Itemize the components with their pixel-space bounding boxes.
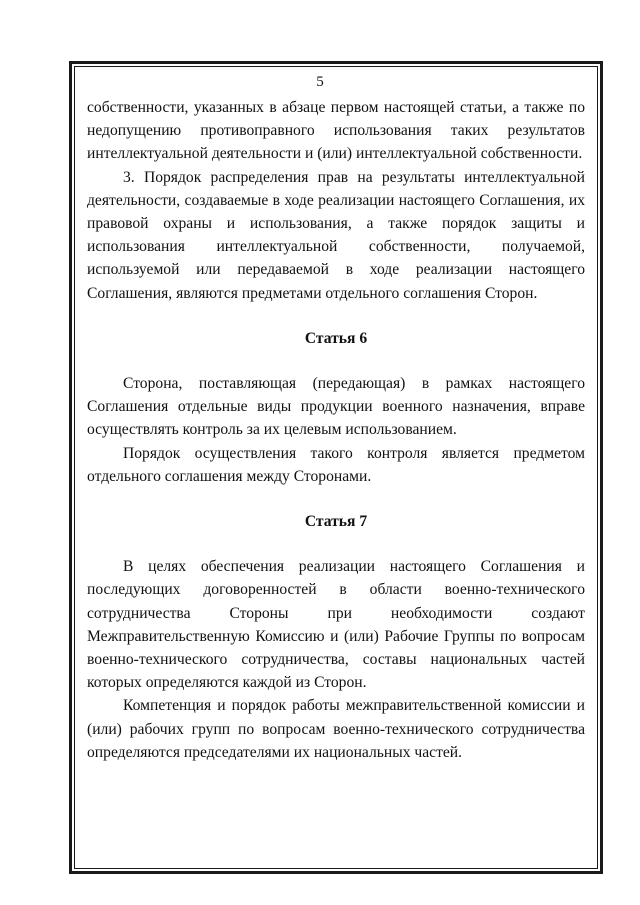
paragraph-continuation: собственности, указанных в абзаце первом настоящей статьи, а также по недопущению противоправного использования таких результатов интеллектуальной деятельности и (или) интеллектуальной собственности.: [87, 99, 585, 163]
article-7-paragraph-2: Компетенция и порядок работы межправительственной комиссии и (или) рабочих групп по вопросам военно-технического сотрудничества определяются председателями их национальных частей.: [87, 697, 585, 761]
article-6-heading: Статья 6: [304, 329, 368, 347]
article-7-heading: Статья 7: [304, 513, 368, 531]
article-6-paragraph-2: Порядок осуществления такого контроля является предметом отдельного соглашения между Сторонами.: [87, 444, 585, 485]
article-6-paragraph-1: Сторона, поставляющая (передающая) в рамках настоящего Соглашения отдельные виды продукции военного назначения, вправе осуществлять контроль за их целевым использованием.: [87, 375, 585, 439]
document-body: [87, 96, 585, 764]
paragraph-clause-3: 3. Порядок распределения прав на результаты интеллектуальной деятельности, создаваемые в ходе реализации настоящего Соглашения, их правовой охраны и использования, а также порядок защиты и использования интеллектуальной собственности, получаемой, используемой или передаваемой в ходе реализации настоящего Соглашения, являются предметами отдельного соглашения Сторон.: [87, 168, 585, 302]
article-7-paragraph-1: В целях обеспечения реализации настоящего Соглашения и последующих договоренностей в области военно-технического сотрудничества Стороны при необходимости создают Межправительственную Комиссию и (или) Рабочие Группы по вопросам военно-технического сотрудничества, составы национальных частей которых определяются каждой из Сторон.: [87, 558, 585, 692]
page-number: 5: [316, 74, 324, 90]
